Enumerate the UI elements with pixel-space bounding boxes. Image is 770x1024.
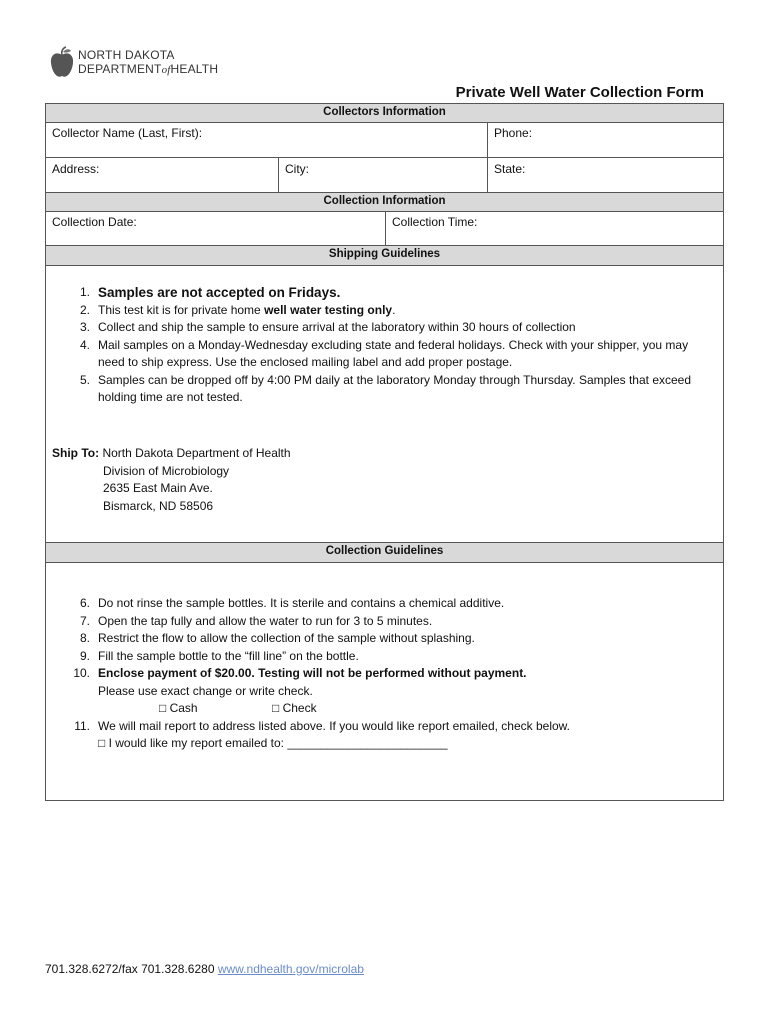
footer [45,962,364,976]
ship-to-line: Bismarck, ND 58506 [103,498,214,513]
phone-label: Phone: [494,126,533,140]
list-item: 9. Fill the sample bottle to the “fill line” on the bottle. [79,648,359,663]
ship-to-line: North Dakota Department of Health [102,446,291,460]
list-item: 3. Collect and ship the sample to ensure arrival at the laboratory within 30 hours of collection [79,320,576,334]
agency-logo [50,44,250,84]
check-checkbox[interactable]: □ Check [272,701,317,715]
list-item: 4. Mail samples on a Monday-Wednesday excluding state and federal holidays. Check with your shipper, you may need to ship express. Use the enclosed mailing label and add proper postage. [79,337,689,369]
list-item: 5. Samples can be dropped off by 4:00 PM daily at the laboratory Monday through Thursday. Samples that exceed holding time are not tested. [79,372,692,404]
ship-to-line: 2635 East Main Ave. [103,481,213,495]
collection-guidelines-list [46,595,713,753]
phone-field[interactable] [488,122,723,158]
collectors-info-header: Collectors Information [46,104,723,123]
collector-name-field[interactable] [46,122,488,158]
state-label: State: [494,162,526,176]
collection-guidelines-header: Collection Guidelines [46,542,723,563]
collection-guidelines-box [45,543,724,801]
list-item: 7. Open the tap fully and allow the water to run for 3 to 5 minutes. [79,613,433,628]
cash-checkbox[interactable]: □ Cash [159,701,198,715]
payment-options [46,700,713,718]
collection-date-label: Collection Date: [52,215,137,229]
city-field[interactable] [279,158,488,193]
collectors-info-box [45,103,724,246]
collection-info-header: Collection Information [46,193,723,212]
list-item: 6. Do not rinse the sample bottles. It is sterile and contains a chemical additive. [79,596,505,610]
apple-logo-icon [50,46,74,80]
collection-time-field[interactable] [386,211,723,245]
logo-line-1: NORTH DAKOTA [78,48,175,62]
collector-name-label: Collector Name (Last, First): [52,126,203,140]
address-label: Address: [52,162,100,176]
shipping-guidelines-list [46,284,713,407]
email-report-checkbox[interactable]: □ I would like my report emailed to: ________________________ [98,736,448,750]
footer-website-link[interactable]: www.ndhealth.gov/microlab [217,962,364,976]
footer-phone: 701.328.6272/fax 701.328.6280 [45,962,215,976]
list-item: 2. This test kit is for private home well water testing only. [79,302,396,317]
form-title: Private Well Water Collection Form [455,84,704,101]
address-field[interactable] [46,158,279,193]
logo-line-2: DEPARTMENTofHEALTH [78,62,219,76]
collection-time-label: Collection Time: [392,215,478,229]
payment-note: Please use exact change or write check. [98,683,313,698]
shipping-guidelines-header: Shipping Guidelines [46,245,723,266]
shipping-guidelines-box [45,246,724,543]
ship-to-block [52,445,291,515]
ship-to-line: Division of Microbiology [103,463,230,478]
list-item: 8. Restrict the flow to allow the collection of the sample without splashing. [79,631,475,645]
list-item: 1. Samples are not accepted on Fridays. [79,285,341,300]
list-item: 10. Enclose payment of $20.00. Testing will not be performed without payment. [73,666,527,680]
state-field[interactable] [488,158,723,193]
collection-date-field[interactable] [46,211,386,245]
city-label: City: [285,162,309,176]
ship-to-label: Ship To: [52,446,100,460]
list-item: 11. We will mail report to address listed above. If you would like report emailed, check below. [74,718,571,733]
